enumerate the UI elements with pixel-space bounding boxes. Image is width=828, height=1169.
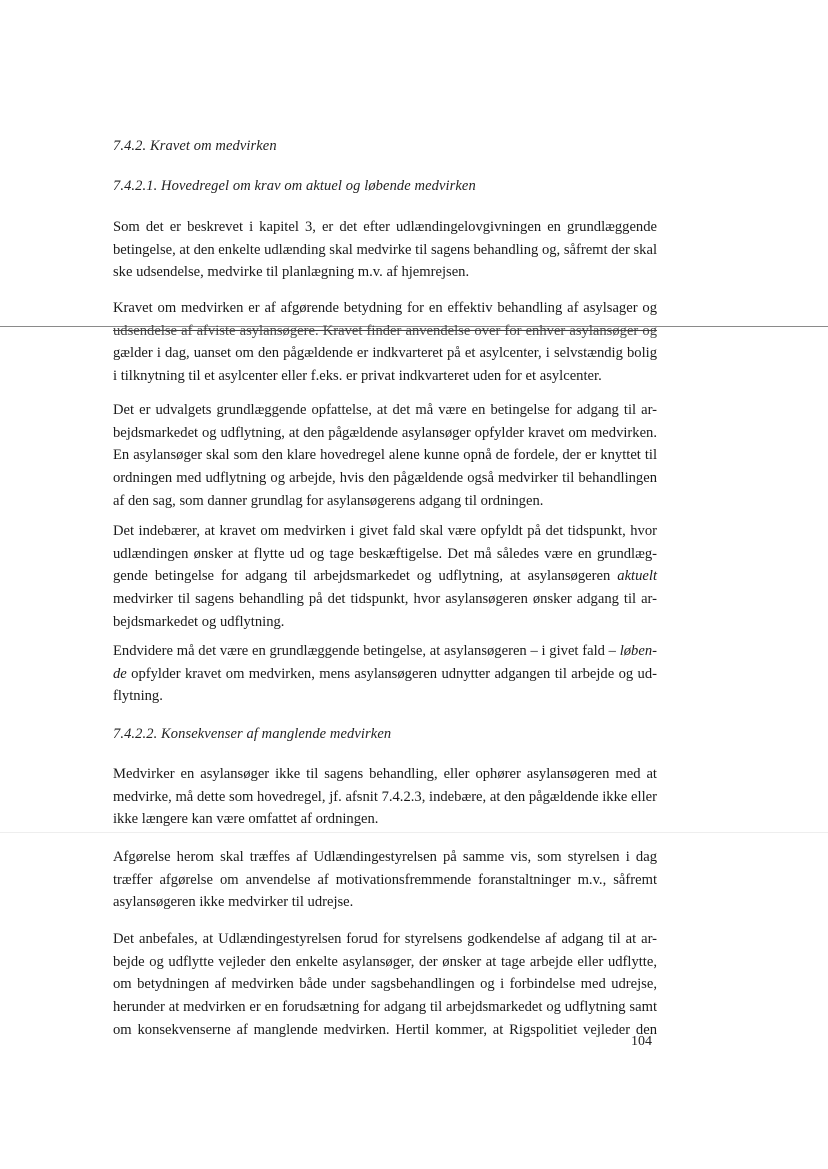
- emphasis-text: de: [113, 665, 127, 682]
- text-line: flytning.: [113, 688, 163, 705]
- text-line: ske udsendelse, medvirke til planlægning m.v. af hjemrejsen.: [113, 264, 470, 281]
- paragraph-2: [113, 297, 657, 388]
- section-heading-7-4-2-2: 7.4.2.2. Konsekvenser af manglende medvirken: [113, 726, 392, 742]
- text-line: Det indebærer, at kravet om medvirken i givet fald skal være opfyldt på det tidspunkt, hvor: [113, 523, 657, 539]
- text-line: træffer afgørelse om anvendelse af motivationsfremmende foranstaltninger m.v., såfremt: [113, 871, 657, 888]
- text-line: medvirker til sagens behandling på det tidspunkt, hvor asylansøgeren ønsker adgang til ar-: [113, 591, 657, 608]
- paragraph-3: [113, 399, 657, 512]
- text-line: Afgørelse herom skal træffes af Udlændingestyrelsen på samme vis, som styrelsen i dag: [113, 849, 657, 865]
- text-line: i tilknytning til et asylcenter eller f.eks. er privat indkvarteret uden for et asylcenter.: [113, 368, 602, 385]
- text-line: Medvirker en asylansøger ikke til sagens behandling, eller ophører asylansøgeren med at: [113, 766, 657, 782]
- text-line: Det anbefales, at Udlændingestyrelsen forud for styrelsens godkendelse af adgang til at ar-: [113, 931, 657, 947]
- text-line: [113, 640, 657, 663]
- paragraph-6: [113, 763, 657, 831]
- struck-text-line: udsendelse af afviste asylansøgere. Kravet finder anvendelse over for enhver asylansøger og: [113, 322, 657, 339]
- text-line: En asylansøger skal som den klare hovedregel alene kunne opnå de fordele, der er knyttet til: [113, 447, 657, 464]
- emphasis-text: aktuelt: [617, 568, 657, 585]
- text-line: [113, 663, 657, 686]
- text-line: [113, 565, 657, 588]
- paragraph-7: [113, 846, 657, 914]
- paragraph-8: [113, 928, 657, 1041]
- paragraph-5: [113, 640, 657, 708]
- text-run: Endvidere må det være en grundlæggende betingelse, at asylansøgeren – i givet fald –: [113, 643, 620, 659]
- text-line: betingelse, at den enkelte udlænding skal medvirke til sagens behandling og, såfremt der skal: [113, 241, 657, 258]
- text-line: af den sag, som danner grundlag for asylansøgerens adgang til ordningen.: [113, 492, 544, 509]
- text-run: gende betingelse for adgang til arbejdsmarkedet og udflytning, at asylansøgeren: [113, 568, 618, 585]
- text-line: om konsekvenserne af manglende medvirken. Hertil kommer, at Rigspolitiet vejleder den: [113, 1021, 657, 1038]
- paragraph-4: [113, 520, 657, 633]
- paragraph-1: [113, 216, 657, 284]
- text-line: gælder i dag, uanset om den pågældende er indkvarteret på et asylcenter, i selvstændig bolig: [113, 345, 657, 362]
- section-heading-7-4-2: 7.4.2. Kravet om medvirken: [113, 138, 277, 154]
- page-number: 104: [631, 1034, 652, 1049]
- text-line: ikke længere kan være omfattet af ordningen.: [113, 811, 379, 828]
- text-line: udlændingen ønsker at flytte ud og tage beskæftigelse. Det må således være en grundlæg-: [113, 545, 657, 562]
- scan-faint-rule: [0, 832, 828, 833]
- text-line: bejdsmarkedet og udflytning, at den pågældende asylansøger opfylder kravet om medvirken.: [113, 424, 657, 441]
- text-line: bejde og udflytte vejleder den enkelte asylansøger, der ønsker at tage arbejde eller udflytte,: [113, 953, 657, 970]
- text-run: opfylder kravet om medvirken, mens asylansøgeren udnytter adgangen til arbejde og ud-: [126, 665, 657, 682]
- text-line: om betydningen af medvirken både under sagsbehandlingen og i forbindelse med udrejse,: [113, 976, 657, 993]
- text-line: ordningen med udflytning og arbejde, hvis den pågældende også medvirker til behandlingen: [113, 470, 657, 487]
- text-line: Kravet om medvirken er af afgørende betydning for en effektiv behandling af asylsager og: [113, 300, 657, 316]
- text-line: Som det er beskrevet i kapitel 3, er det efter udlændingelovgivningen en grundlæggende: [113, 219, 657, 235]
- emphasis-text: løben-: [619, 643, 657, 659]
- section-heading-7-4-2-1: 7.4.2.1. Hovedregel om krav om aktuel og løbende medvirken: [113, 178, 476, 194]
- text-line: herunder at medvirken er en forudsætning for adgang til arbejdsmarkedet og udflytning samt: [113, 999, 657, 1016]
- text-line: medvirke, må dette som hovedregel, jf. afsnit 7.4.2.3, indebære, at den pågældende ikke eller: [113, 788, 657, 805]
- text-line: bejdsmarkedet og udflytning.: [113, 613, 285, 630]
- text-line: Det er udvalgets grundlæggende opfattelse, at det må være en betingelse for adgang til ar-: [113, 402, 657, 418]
- text-line: asylansøgeren ikke medvirker til udrejse.: [113, 894, 354, 911]
